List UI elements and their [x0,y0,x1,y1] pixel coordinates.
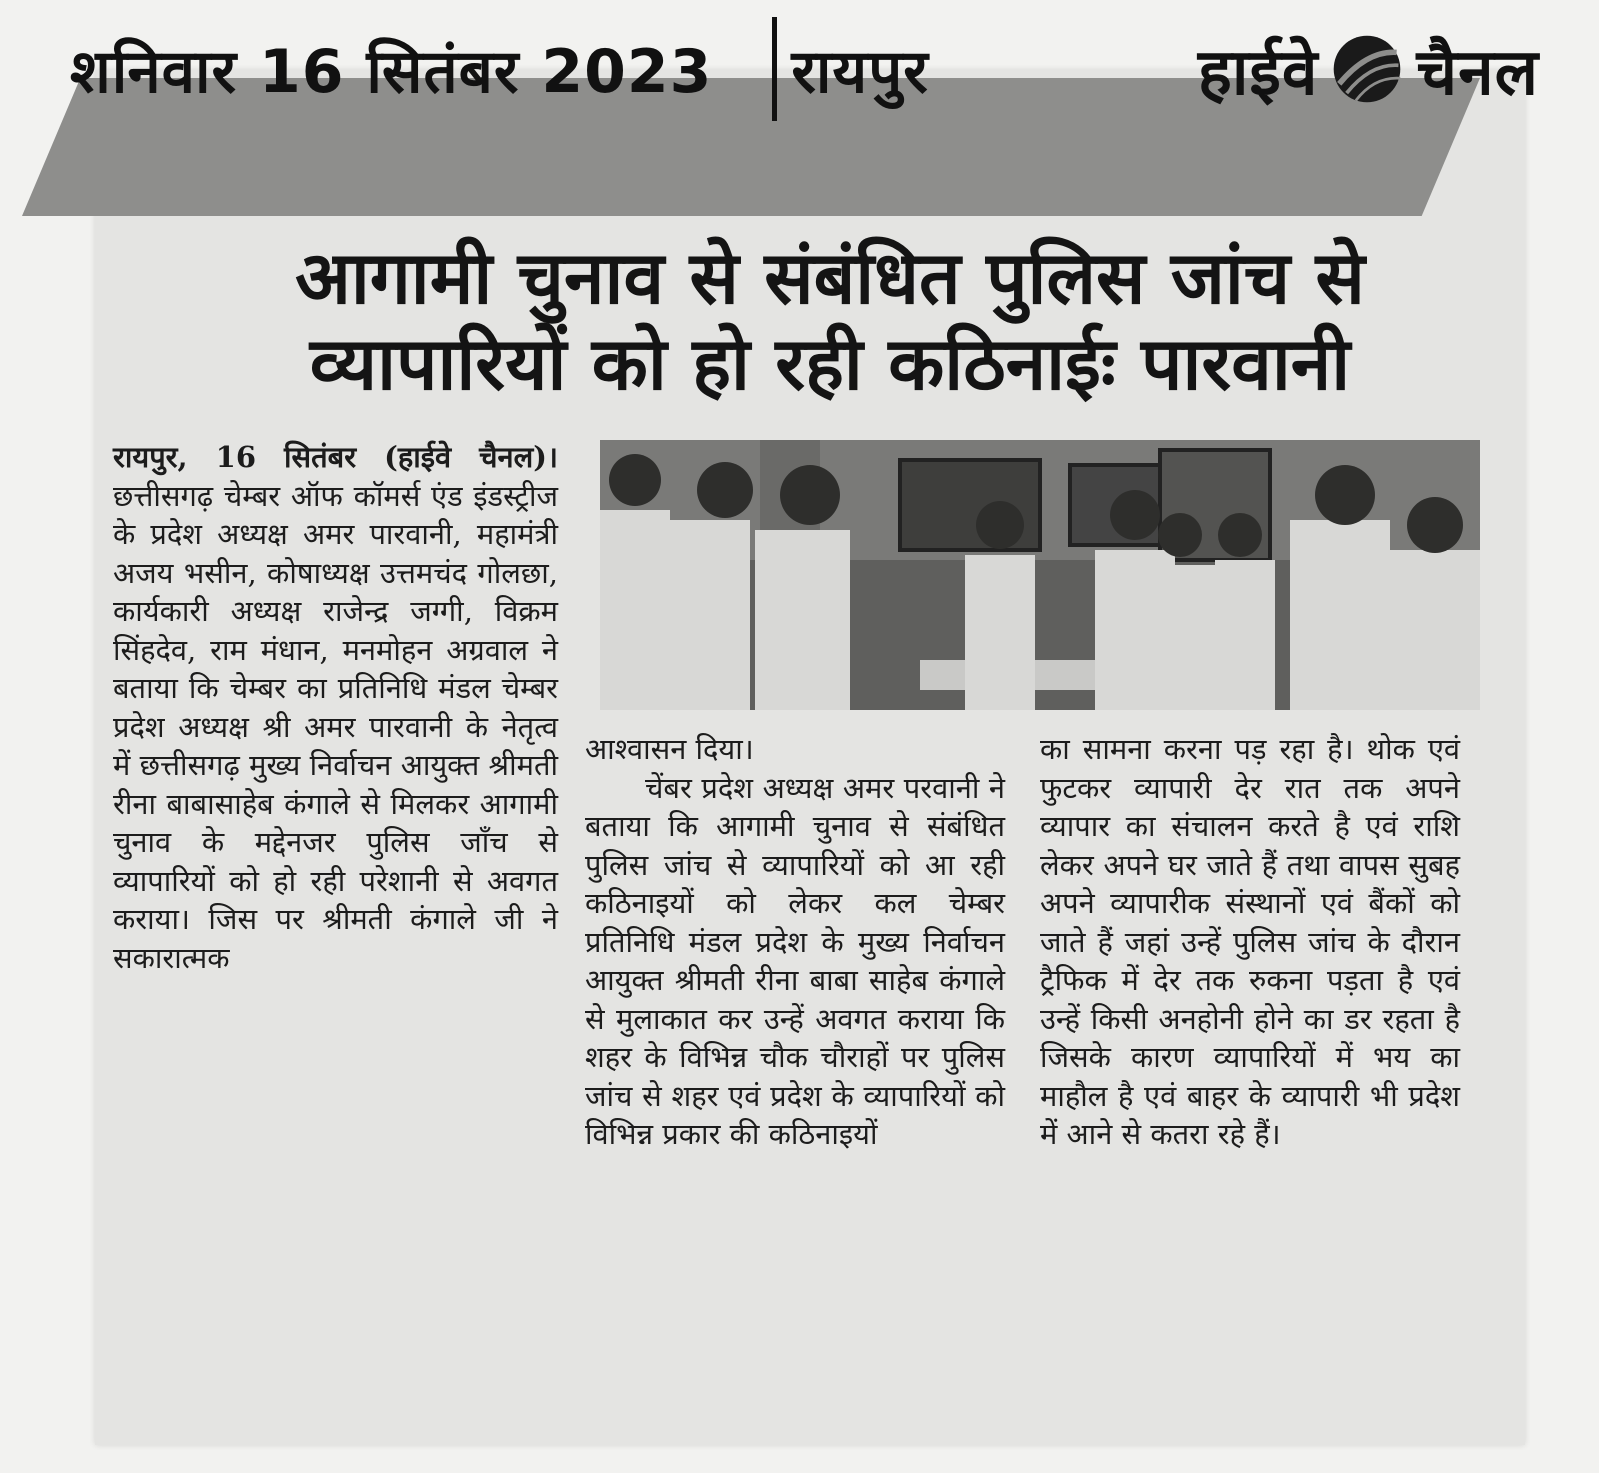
column-1-text: छत्तीसगढ़ चेम्बर ऑफ कॉमर्स एंड इंडस्ट्रीज के प्रदेश अध्यक्ष अमर पारवानी, महामंत्री अजय भसीन, कोषाध्यक्ष उत्तमचंद गोलछा, कार्यकारी अध्यक्ष राजेन्द्र जग्गी, विक्रम सिंहदेव, राम मंधान, मनमोहन अग्रवाल ने बताया कि चेम्बर का प्रतिनिधि मंडल चेम्बर प्रदेश अध्यक्ष श्री अमर पारवानी के नेतृत्व में छत्तीसगढ़ मुख्य निर्वाचन आयुक्त श्रीमती रीना बाबासाहेब कंगाले से मिलकर आगामी चुनाव के मद्देनजर पुलिस जाँच से व्यापारियों को हो रही परेशानी से अवगत कराया। जिस पर श्रीमती कंगाले जी ने सकारात्मक [113,478,558,975]
headline [140,236,1520,408]
column-2-paragraph-1: आश्वासन दिया। [585,732,754,766]
article-column-1 [113,438,558,977]
brand-left-text: हाईवे [1197,35,1319,110]
headline-line-2: व्यापारियों को हो रही कठिनाईः पारवानी [309,322,1351,408]
column-2-paragraph-2: चेंबर प्रदेश अध्यक्ष अमर परवानी ने बताया कि आगामी चुनाव से संबंधित पुलिस जांच से व्यापारियों को आ रही कठिनाइयों को लेकर कल चेम्बर प्रतिनिधि मंडल प्रदेश के मुख्य निर्वाचन आयुक्त श्रीमती रीना बाबा साहेब कंगाले से मुलाकात कर उन्हें अवगत कराया कि शहर के विभिन्न चौक चौराहों पर पुलिस जांच से शहर एवं प्रदेश के व्यापारियों को विभिन्न प्रकार की कठिनाइयों [585,770,1005,1151]
headline-line-1: आगामी चुनाव से संबंधित पुलिस जांच से [295,236,1365,321]
article-column-2 [585,730,1005,1154]
article-column-3 [1040,730,1460,1154]
masthead-city: रायपुर [791,37,929,107]
brand-right-text: चैनल [1416,35,1539,110]
column-3-text: का सामना करना पड़ रहा है। थोक एवं फुटकर व्यापारी देर रात तक अपने व्यापार का संचालन करते है एवं राशि लेकर अपने घर जाते हैं तथा वापस सुबह अपने व्यापारीक संस्थानों एवं बैंकों को जाते हैं जहां उन्हें पुलिस जांच के दौरान ट्रैफिक में देर तक रुकना पड़ता है एवं उन्हें किसी अनहोनी होने का डर रहता है जिसके कारण व्यापारियों में भय का माहौल है एवं बाहर के व्यापारी भी प्रदेश में आने से कतरा रहे हैं। [1040,732,1460,1151]
masthead-date: शनिवार 16 सितंबर 2023 [70,37,713,107]
article-dateline: रायपुर, 16 सितंबर (हाईवे चैनल)। [113,440,558,474]
news-photo [600,440,1480,710]
highway-logo-icon [1330,32,1404,106]
group-photo-illustration [600,440,1480,710]
masthead-brand [1198,26,1539,113]
masthead [60,0,1539,138]
masthead-divider [772,17,777,121]
